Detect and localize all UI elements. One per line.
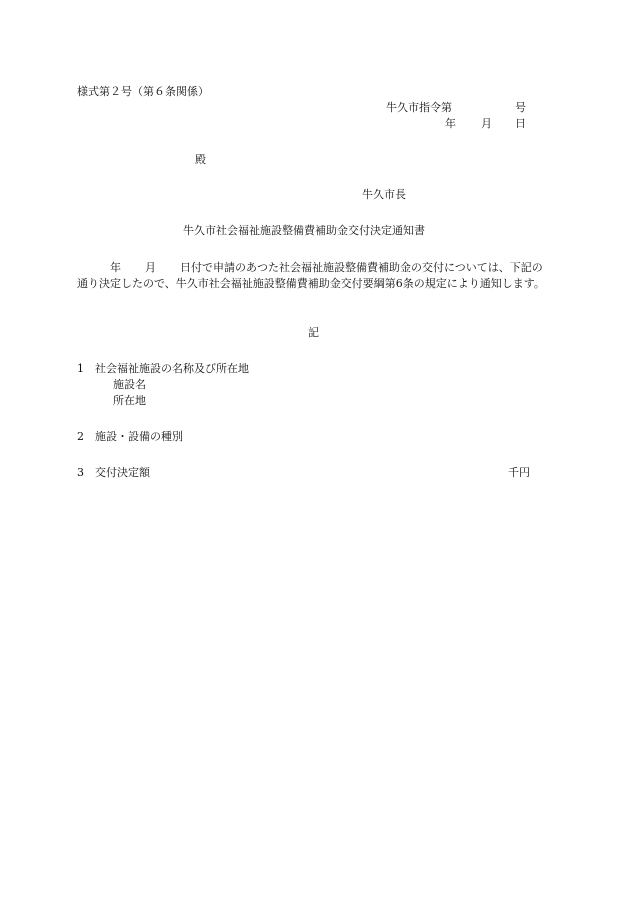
directive-label: 牛久市指令第 [386, 101, 452, 114]
item-1-location: 所在地 [113, 394, 146, 407]
item-1-number: 1 [77, 362, 84, 375]
date-month: 月 [481, 117, 492, 130]
directive-number-suffix: 号 [515, 101, 526, 114]
body-year: 年 [110, 261, 121, 274]
addressee-honorific: 殿 [195, 153, 206, 166]
body-text: 日付で申請のあつた社会福祉施設整備費補助金の交付については、下記の通り決定したので、牛久市社会福祉施設整備費補助金交付要綱第6条の規定により通知します。 [77, 261, 545, 290]
date-year: 年 [445, 117, 456, 130]
item-3-label: 交付決定額 [95, 466, 150, 479]
item-2-number: 2 [77, 430, 84, 443]
date-day: 日 [515, 117, 526, 130]
sender-name: 牛久市長 [362, 188, 406, 201]
body-paragraph [77, 260, 553, 292]
item-3-number: 3 [77, 466, 84, 479]
document-title: 牛久市社会福祉施設整備費補助金交付決定通知書 [183, 224, 425, 237]
form-number: 様式第２号（第６条関係） [77, 85, 209, 98]
item-1-label: 社会福祉施設の名称及び所在地 [95, 362, 249, 375]
item-1-facility-name: 施設名 [113, 378, 146, 391]
item-3-unit: 千円 [508, 466, 530, 479]
item-2-label: 施設・設備の種別 [95, 430, 183, 443]
body-month: 月 [145, 261, 156, 274]
ki-heading: 記 [308, 326, 319, 339]
